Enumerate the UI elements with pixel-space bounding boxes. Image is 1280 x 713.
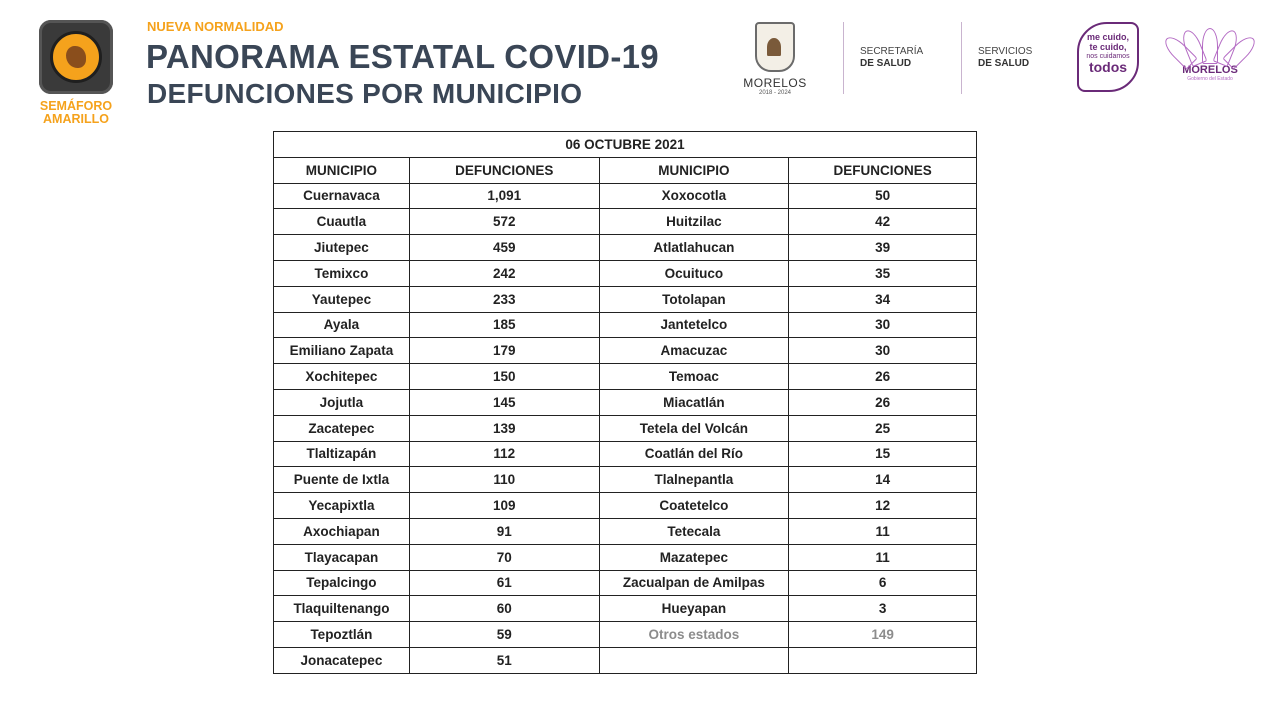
cell-defunciones: 233 [409, 286, 599, 312]
cell-municipio: Jantetelco [599, 312, 789, 338]
cell-municipio: Hueyapan [599, 596, 789, 622]
todos-logo [1077, 22, 1139, 92]
secretaria-logo [860, 46, 923, 70]
cell-municipio: Jonacatepec [274, 647, 410, 673]
cell-municipio: Tlaltizapán [274, 441, 410, 467]
table-row [274, 312, 977, 338]
cell-defunciones: 6 [789, 570, 977, 596]
cell-municipio: Cuernavaca [274, 183, 410, 209]
cell-defunciones: 139 [409, 415, 599, 441]
cell-defunciones: 30 [789, 312, 977, 338]
table-row [274, 596, 977, 622]
cell-defunciones: 34 [789, 286, 977, 312]
cell-municipio: Coatetelco [599, 493, 789, 519]
secretaria-line1: SECRETARÍA [860, 46, 924, 57]
divider [961, 22, 962, 94]
cell-defunciones: 12 [789, 493, 977, 519]
cell-municipio: Tlaquiltenango [274, 596, 410, 622]
cell-municipio: Huitzilac [599, 209, 789, 235]
cell-defunciones: 145 [409, 389, 599, 415]
cell-defunciones: 14 [789, 467, 977, 493]
semaforo-label [36, 100, 116, 126]
cell-municipio: Puente de Ixtla [274, 467, 410, 493]
table-row [274, 647, 977, 673]
header-municipio: MUNICIPIO [599, 157, 789, 183]
morelos-logo-text: MORELOS [743, 76, 807, 90]
cell-defunciones: 26 [789, 389, 977, 415]
table-row [274, 260, 977, 286]
cell-municipio: Tepalcingo [274, 570, 410, 596]
table-row [274, 183, 977, 209]
table-row [274, 364, 977, 390]
cell-defunciones: 150 [409, 364, 599, 390]
cell-municipio: Yecapixtla [274, 493, 410, 519]
cell-municipio: Tetela del Volcán [599, 415, 789, 441]
semaforo-label-line2: AMARILLO [43, 112, 109, 126]
cell-municipio: Emiliano Zapata [274, 338, 410, 364]
table-body [274, 183, 977, 673]
cell-defunciones: 149 [789, 622, 977, 648]
cell-defunciones: 30 [789, 338, 977, 364]
header-defunciones: DEFUNCIONES [409, 157, 599, 183]
cell-municipio: Jojutla [274, 389, 410, 415]
cell-defunciones: 51 [409, 647, 599, 673]
cell-defunciones: 185 [409, 312, 599, 338]
table-row [274, 286, 977, 312]
todos-line3: nos cuidamos [1086, 53, 1130, 60]
morelos-flower-logo [1180, 20, 1240, 82]
cell-municipio: Cuautla [274, 209, 410, 235]
cell-municipio: Zacatepec [274, 415, 410, 441]
secretaria-line2: DE SALUD [860, 58, 912, 69]
cell-municipio: Yautepec [274, 286, 410, 312]
cell-defunciones: 50 [789, 183, 977, 209]
table-row [274, 467, 977, 493]
cell-municipio [599, 647, 789, 673]
cell-municipio: Tetecala [599, 518, 789, 544]
cell-municipio: Tlayacapan [274, 544, 410, 570]
cell-defunciones: 109 [409, 493, 599, 519]
cell-municipio: Amacuzac [599, 338, 789, 364]
cell-municipio: Axochiapan [274, 518, 410, 544]
table-row [274, 493, 977, 519]
servicios-line1: SERVICIOS [978, 46, 1033, 57]
traffic-light-icon [39, 20, 113, 94]
table-row [274, 441, 977, 467]
cell-defunciones: 11 [789, 518, 977, 544]
cell-defunciones: 572 [409, 209, 599, 235]
cell-defunciones: 26 [789, 364, 977, 390]
cell-defunciones: 112 [409, 441, 599, 467]
deaths-table [273, 131, 977, 674]
flower-logo-name: MORELOS [1182, 64, 1238, 76]
cell-defunciones: 60 [409, 596, 599, 622]
cell-municipio: Zacualpan de Amilpas [599, 570, 789, 596]
cell-defunciones: 25 [789, 415, 977, 441]
table-date: 06 OCTUBRE 2021 [274, 132, 977, 158]
cell-defunciones: 39 [789, 235, 977, 261]
flower-icon [1184, 20, 1236, 64]
header-municipio: MUNICIPIO [274, 157, 410, 183]
cell-municipio: Otros estados [599, 622, 789, 648]
cell-municipio: Temoac [599, 364, 789, 390]
cell-defunciones: 1,091 [409, 183, 599, 209]
cell-municipio: Ocuituco [599, 260, 789, 286]
cell-defunciones: 179 [409, 338, 599, 364]
semaforo-badge [36, 20, 116, 126]
flower-logo-sub: Gobierno del Estado [1187, 76, 1233, 82]
cell-municipio: Temixco [274, 260, 410, 286]
cell-defunciones: 70 [409, 544, 599, 570]
cell-municipio: Coatlán del Río [599, 441, 789, 467]
cell-municipio: Jiutepec [274, 235, 410, 261]
cell-municipio: Miacatlán [599, 389, 789, 415]
servicios-logo [978, 46, 1032, 70]
cell-defunciones: 3 [789, 596, 977, 622]
divider [843, 22, 844, 94]
table-row [274, 570, 977, 596]
semaforo-label-line1: SEMÁFORO [39, 99, 113, 113]
cell-defunciones: 91 [409, 518, 599, 544]
todos-line2: te cuido, [1089, 42, 1127, 52]
shield-icon [755, 22, 795, 72]
todos-line1: me cuido, [1086, 32, 1129, 42]
kicker: NUEVA NORMALIDAD [147, 19, 284, 34]
table-row [274, 209, 977, 235]
cell-municipio: Xoxocotla [599, 183, 789, 209]
cell-defunciones: 42 [789, 209, 977, 235]
cell-defunciones: 459 [409, 235, 599, 261]
cell-defunciones: 59 [409, 622, 599, 648]
table-row [274, 235, 977, 261]
state-map-icon [66, 46, 86, 68]
cell-municipio: Tepoztlán [274, 622, 410, 648]
cell-municipio: Tlalnepantla [599, 467, 789, 493]
servicios-line2: DE SALUD [978, 58, 1030, 69]
cell-defunciones: 242 [409, 260, 599, 286]
cell-defunciones: 35 [789, 260, 977, 286]
table-row [274, 389, 977, 415]
table-header-row [274, 157, 977, 183]
table-row [274, 518, 977, 544]
cell-municipio: Ayala [274, 312, 410, 338]
table-row [274, 338, 977, 364]
morelos-logo-years: 2018 - 2024 [758, 90, 792, 96]
cell-municipio: Mazatepec [599, 544, 789, 570]
todos-line4: todos [1088, 59, 1128, 75]
cell-municipio: Totolapan [599, 286, 789, 312]
cell-defunciones: 110 [409, 467, 599, 493]
cell-defunciones: 61 [409, 570, 599, 596]
table-row [274, 622, 977, 648]
header-defunciones: DEFUNCIONES [789, 157, 977, 183]
cell-defunciones [789, 647, 977, 673]
cell-municipio: Xochitepec [274, 364, 410, 390]
cell-defunciones: 15 [789, 441, 977, 467]
table-row [274, 544, 977, 570]
cell-municipio: Atlatlahucan [599, 235, 789, 261]
page-title: PANORAMA ESTATAL COVID-19 [146, 38, 659, 75]
cell-defunciones: 11 [789, 544, 977, 570]
table-row [274, 415, 977, 441]
page-subtitle: DEFUNCIONES POR MUNICIPIO [147, 78, 583, 109]
morelos-logo [740, 22, 810, 96]
